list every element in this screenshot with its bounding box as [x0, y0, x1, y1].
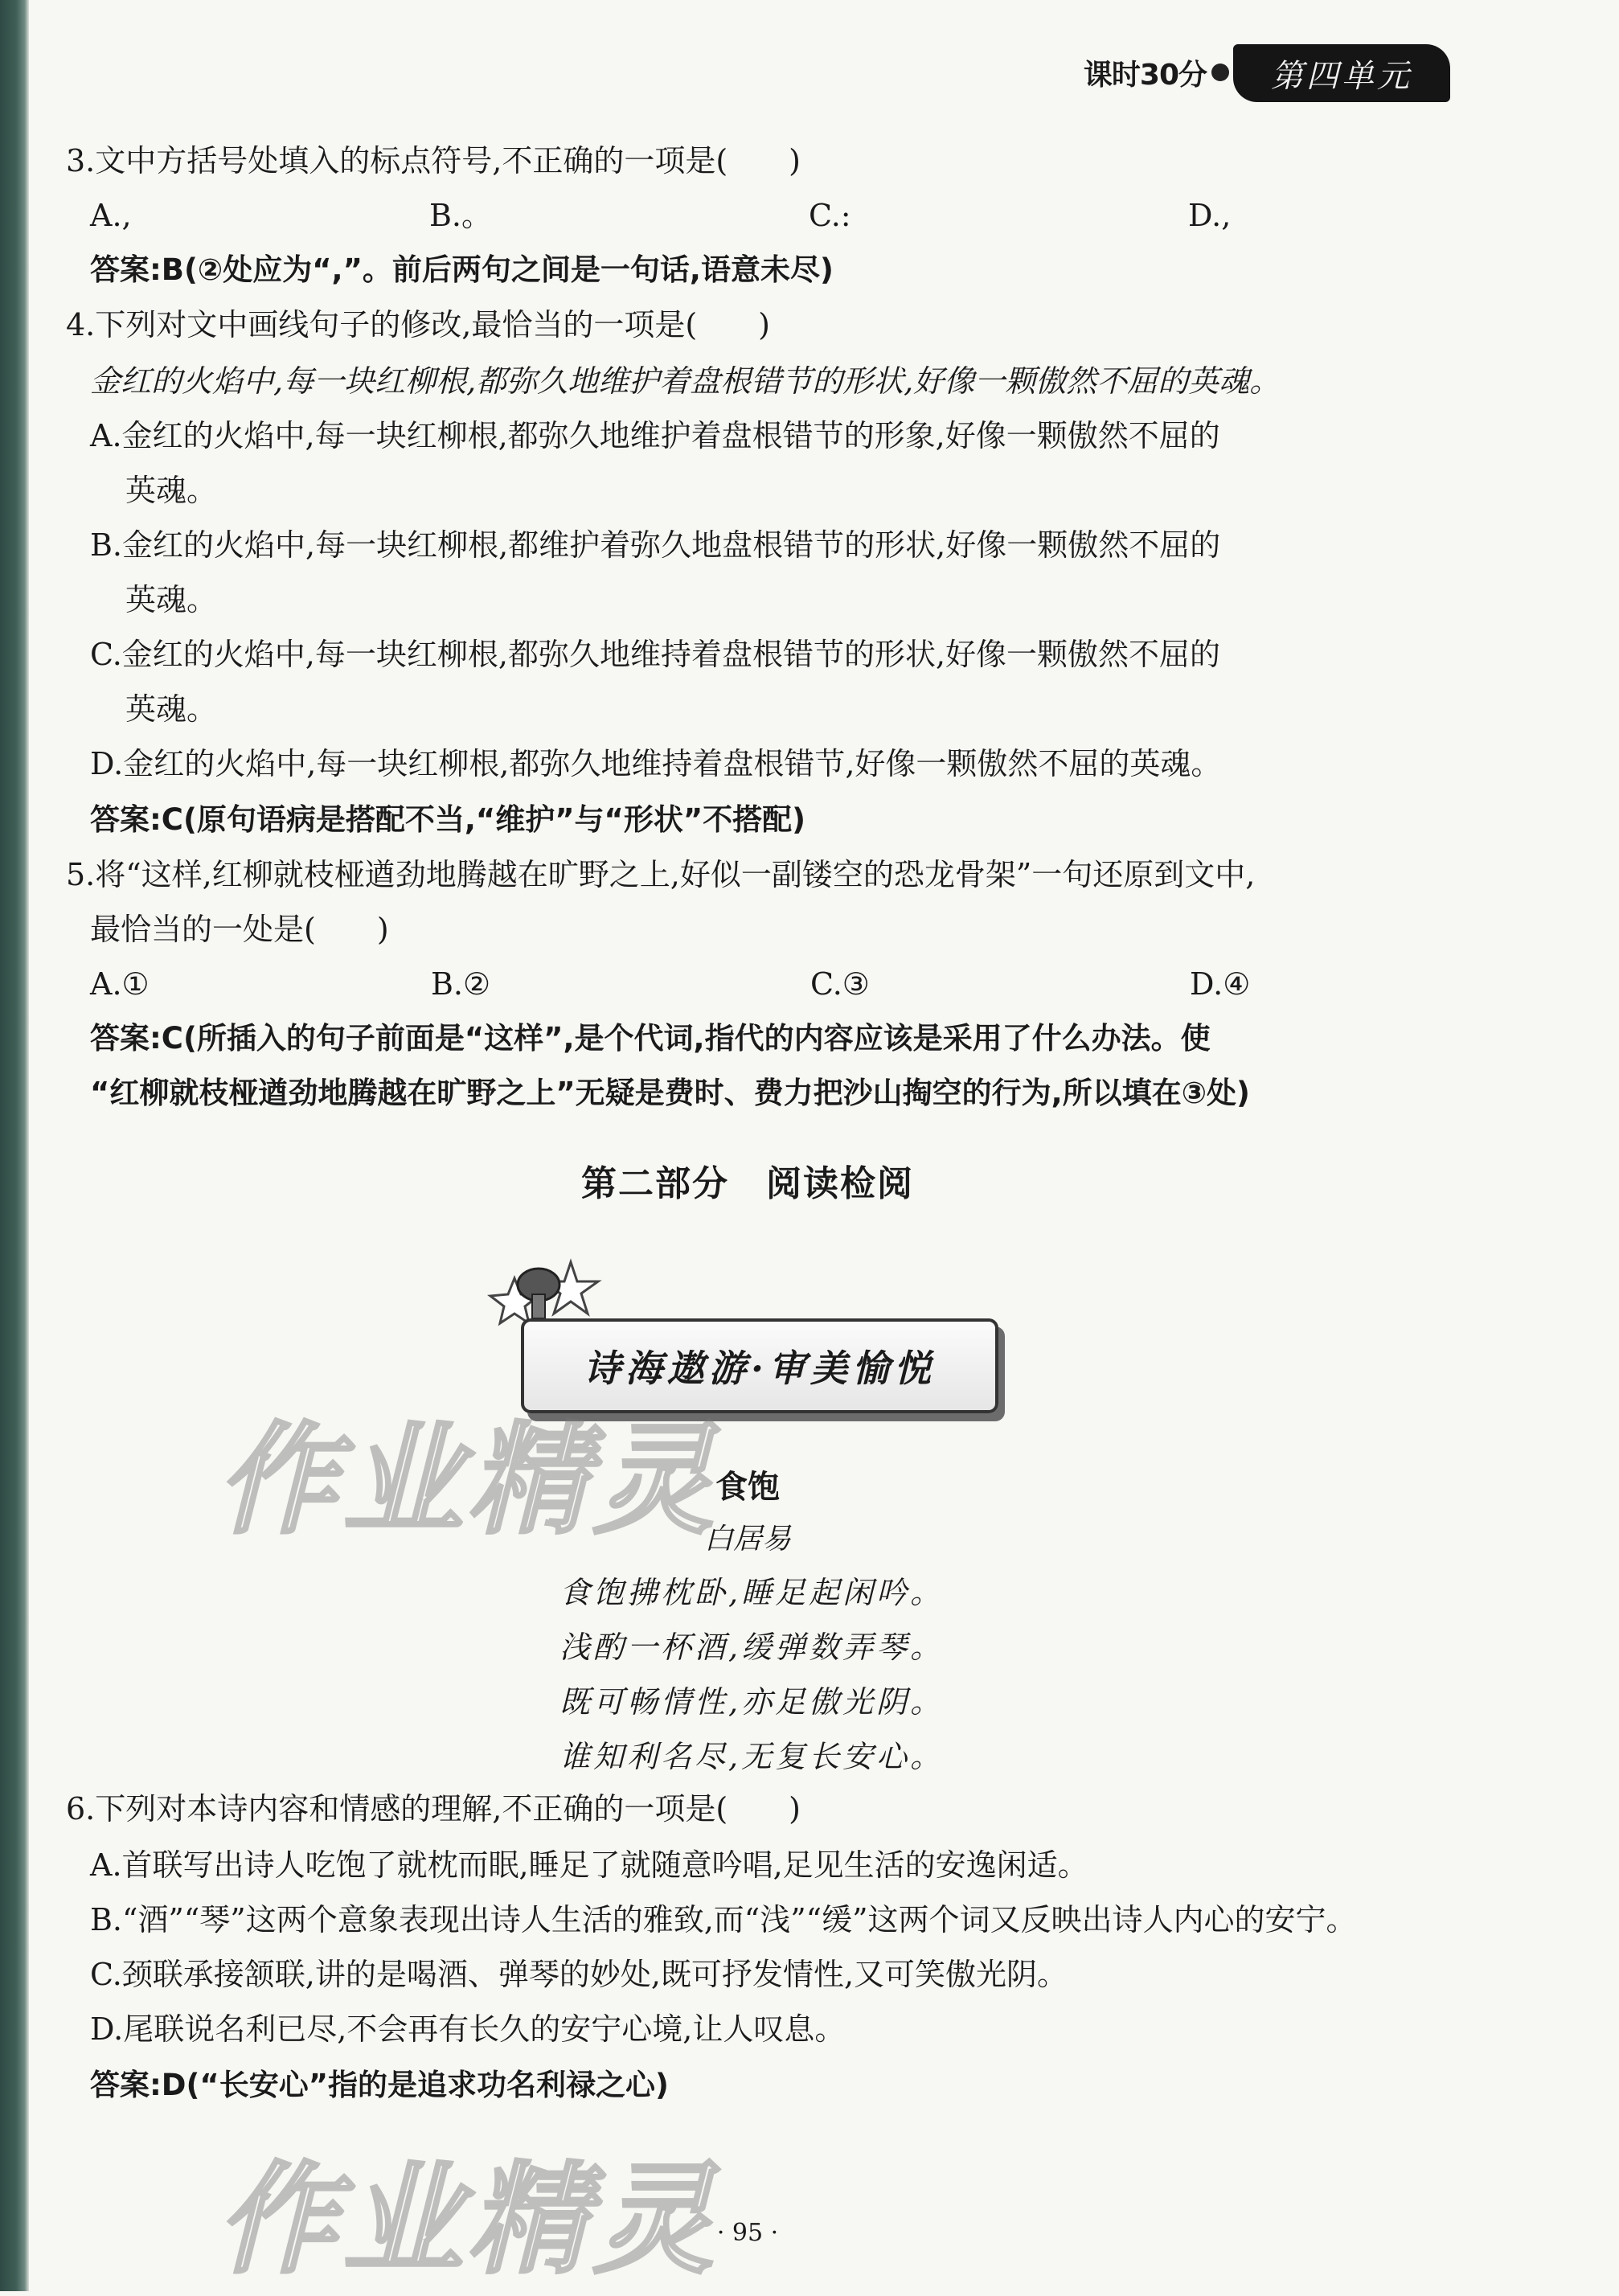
question-5-answer: 答案:C(所插入的句子前面是“这样”,是个代词,指代的内容应该是采用了什么办法。使	[90, 1021, 1211, 1056]
question-5-option-d: D.④	[1190, 966, 1251, 1002]
question-3-option-d: D.,	[1188, 198, 1232, 233]
question-5-option-b: B.②	[431, 966, 491, 1002]
poem-line: 食饱拂枕卧,睡足起闲吟。	[559, 1575, 945, 1610]
question-5-stem-cont: 最恰当的一处是( )	[90, 912, 389, 947]
question-6-option-a: A.首联写出诗人吃饱了就枕而眠,睡足了就随意吟唱,足见生活的安逸闲适。	[90, 1847, 1088, 1883]
question-5-option-c: C.③	[810, 966, 870, 1002]
unit-badge: 第四单元	[1233, 44, 1450, 102]
question-4-option-d: D.金红的火焰中,每一块红柳根,都弥久地维持着盘根错节,好像一颗傲然不屈的英魂。	[90, 746, 1222, 781]
question-4-original-sentence: 金红的火焰中,每一块红柳根,都弥久地维护着盘根错节的形状,好像一颗傲然不屈的英魂。	[90, 363, 1281, 399]
question-5-answer-cont: “红柳就枝桠遒劲地腾越在旷野之上”无疑是费时、费力把沙山掏空的行为,所以填在③处)	[90, 1076, 1250, 1110]
poem-line: 既可畅情性,亦足傲光阴。	[559, 1684, 945, 1720]
question-6-option-b: B.“酒”“琴”这两个意象表现出诗人生活的雅致,而“浅”“缓”这两个词又反映出诗人内心的安宁。	[90, 1902, 1357, 1937]
question-4-option-a-cont: 英魂。	[125, 473, 218, 508]
question-3-answer: 答案:B(②处应为“,”。前后两句之间是一句话,语意未尽)	[90, 252, 834, 287]
question-6-answer: 答案:D(“长安心”指的是追求功名利禄之心)	[90, 2068, 669, 2102]
question-6-stem: 6.下列对本诗内容和情感的理解,不正确的一项是( )	[66, 1791, 801, 1827]
poem-title: 食饱	[715, 1469, 780, 1506]
poem-line: 谁知利名尽,无复长安心。	[559, 1739, 945, 1774]
header-bullet-icon	[1211, 64, 1229, 81]
question-3-option-a: A.,	[90, 198, 132, 233]
question-6-option-c: C.颈联承接颔联,讲的是喝酒、弹琴的妙处,既可抒发情性,又可笑傲光阴。	[90, 1957, 1068, 1992]
question-3-option-c: C.:	[809, 198, 851, 233]
question-3-option-b: B.。	[429, 198, 493, 233]
section-title: 第二部分 阅读检阅	[581, 1163, 914, 1204]
question-4-stem: 4.下列对文中画线句子的修改,最恰当的一项是( )	[66, 307, 770, 342]
question-4-option-c: C.金红的火焰中,每一块红柳根,都弥久地维持着盘根错节的形状,好像一颗傲然不屈的	[90, 637, 1221, 672]
page-number: · 95 ·	[716, 2219, 779, 2247]
question-4-answer: 答案:C(原句语病是搭配不当,“维护”与“形状”不搭配)	[90, 802, 806, 837]
question-6-option-d: D.尾联说名利已尽,不会再有长久的安宁心境,让人叹息。	[90, 2011, 846, 2047]
header-label: 课时30分	[1083, 58, 1207, 92]
question-5-option-a: A.①	[90, 966, 150, 1002]
question-3-stem: 3.文中方括号处填入的标点符号,不正确的一项是( )	[66, 143, 801, 178]
watermark: 作业精灵	[217, 2150, 719, 2290]
question-4-option-b: B.金红的火焰中,每一块红柳根,都维护着弥久地盘根错节的形状,好像一颗傲然不屈的	[90, 527, 1221, 563]
page-header	[1084, 44, 1229, 100]
question-5-stem: 5.将“这样,红柳就枝桠遒劲地腾越在旷野之上,好似一副镂空的恐龙骨架”一句还原到文中,	[66, 857, 1256, 892]
poem-line: 浅酌一杯酒,缓弹数弄琴。	[559, 1630, 945, 1665]
poem-author: 白居易	[703, 1523, 791, 1556]
watermark: 作业精灵	[217, 1411, 719, 1551]
section-banner: 诗海遨游·审美愉悦	[521, 1318, 998, 1413]
question-4-option-c-cont: 英魂。	[125, 691, 218, 727]
question-4-option-b-cont: 英魂。	[125, 582, 218, 617]
book-binding-edge	[0, 0, 29, 2291]
question-4-option-a: A.金红的火焰中,每一块红柳根,都弥久地维护着盘根错节的形象,好像一颗傲然不屈的	[90, 418, 1220, 453]
